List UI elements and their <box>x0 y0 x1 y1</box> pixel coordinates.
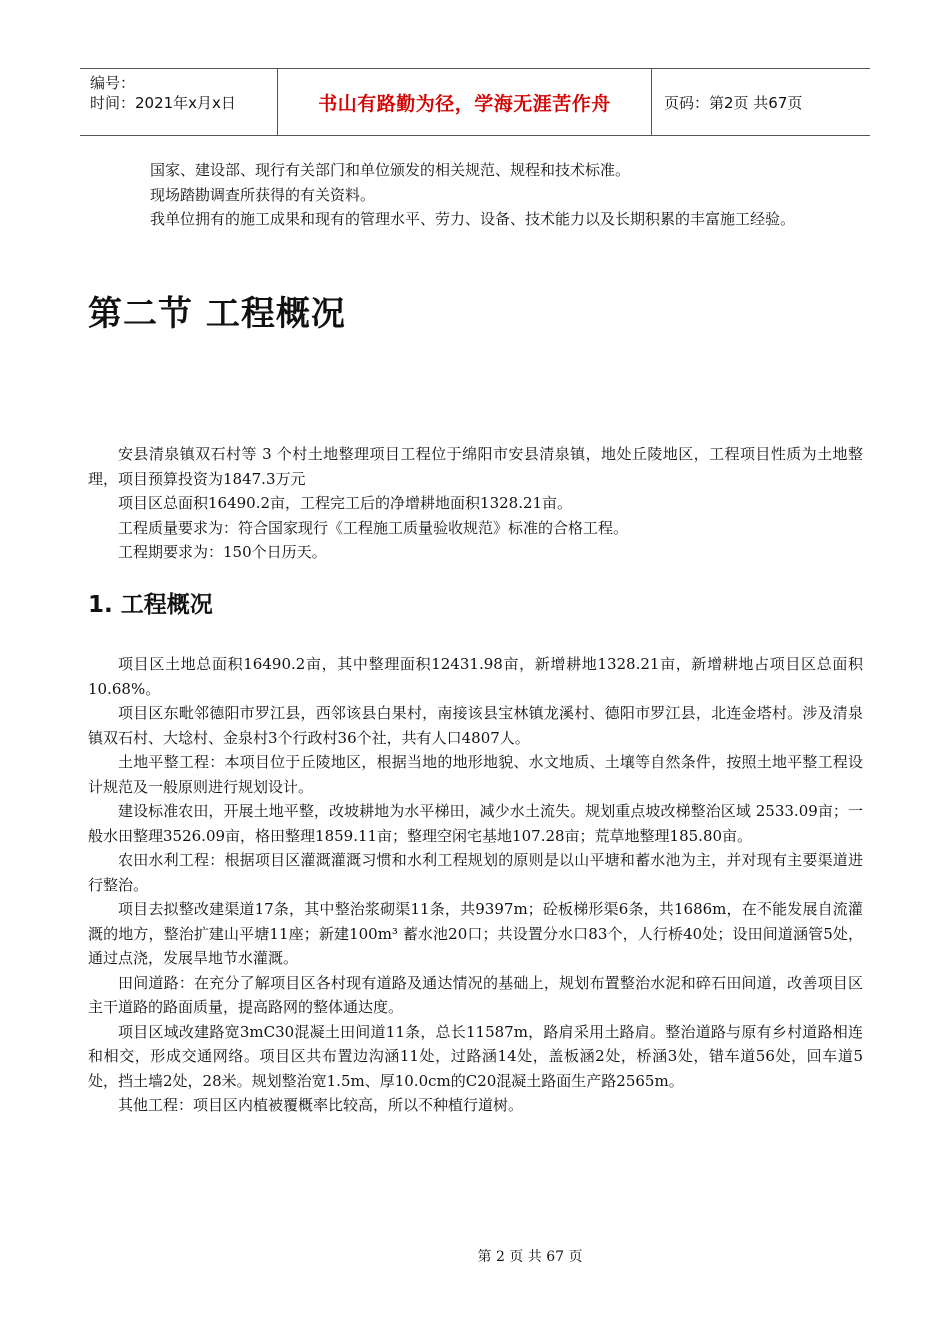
document-time-label: 时间：2021年x月x日 <box>90 94 236 112</box>
details-paragraph: 其他工程：项目区内植被覆概率比较高，所以不种植行道树。 <box>118 1096 524 1114</box>
details-block <box>88 652 863 1118</box>
overview-paragraph: 工程期要求为：150个日历天。 <box>118 543 327 561</box>
details-paragraph: 项目去拟整改建渠道17条，其中整治浆砌渠11条，共9397m；砼板梯形渠6条，共1686m，在不能发展自流灌溉的地方，整治扩建山平塘11座；新建100m³ 蓄水池20口；共设置分水口83个，人行桥40处；设田间道涵管5处，通过点浇，发展旱地节水灌溉。 <box>88 900 863 967</box>
header-page-info-cell <box>652 69 870 135</box>
document-number-label: 编号： <box>90 74 136 92</box>
details-paragraph: 土地平整工程：本项目位于丘陵地区，根据当地的地形地貌、水文地质、土壤等自然条件，按照土地平整工程设计规范及一般原则进行规划设计。 <box>88 753 863 796</box>
page-header <box>80 68 870 136</box>
intro-paragraph: 我单位拥有的施工成果和现有的管理水平、劳力、设备、技术能力以及长期积累的丰富施工经验。 <box>150 210 796 228</box>
overview-paragraph: 工程质量要求为：符合国家现行《工程施工质量验收规范》标准的合格工程。 <box>118 518 629 537</box>
header-motto: 书山有路勤为径，学海无涯苦作舟 <box>318 92 611 115</box>
header-meta <box>80 69 278 135</box>
subsection-title: 1. 工程概况 <box>88 592 213 618</box>
intro-block <box>118 158 838 232</box>
section-title: 第二节 工程概况 <box>88 294 346 334</box>
header-motto-cell <box>278 69 652 135</box>
details-paragraph: 项目区域改建路宽3mC30混凝土田间道11条，总长11587m，路肩采用土路肩。整治道路与原有乡村道路相连和相交，形成交通网络。项目区共布置边沟涵11处，过路涵14处，盖板涵2处，桥涵3处，错车道56处，回车道5处，挡土墙2处，28米。规划整治宽1.5m、厚10.0cm的C20混凝土路面生产路2565m。 <box>88 1022 863 1090</box>
details-paragraph: 项目区土地总面积16490.2亩，其中整理面积12431.98亩，新增耕地1328.21亩，新增耕地占项目区总面积10.68%。 <box>88 655 863 698</box>
details-paragraph: 建设标准农田，开展土地平整，改坡耕地为水平梯田，减少水土流失。规划重点坡改梯整治区域 2533.09亩；一般水田整理3526.09亩，格田整理1859.11亩；整理空闲宅基地107.28亩；荒草地整理185.80亩。 <box>88 802 863 845</box>
overview-paragraph: 安县清泉镇双石村等 3 个村土地整理项目工程位于绵阳市安县清泉镇，地处丘陵地区，工程项目性质为土地整理，项目预算投资为1847.3万元 <box>88 445 863 488</box>
details-paragraph: 项目区东毗邻德阳市罗江县，西邻该县白果村，南接该县宝林镇龙溪村、德阳市罗江县，北连金塔村。涉及清泉镇双石村、大埝村、金泉村3个行政村36个社，共有人口4807人。 <box>88 704 863 747</box>
overview-block <box>88 442 863 565</box>
details-paragraph: 田间道路：在充分了解项目区各村现有道路及通达情况的基础上，规划布置整治水泥和碎石田间道，改善项目区主干道路的路面质量，提高路网的整体通达度。 <box>88 973 863 1016</box>
page-footer: 第 2 页 共 67 页 <box>477 1249 583 1265</box>
intro-paragraph: 现场踏勘调查所获得的有关资料。 <box>150 185 376 204</box>
details-paragraph: 农田水利工程：根据项目区灌溉灌溉习惯和水利工程规划的原则是以山平塘和蓄水池为主，并对现有主要渠道进行整治。 <box>88 851 863 894</box>
header-page-info: 页码：第2页 共67页 <box>664 93 803 112</box>
overview-paragraph: 项目区总面积16490.2亩，工程完工后的净增耕地面积1328.21亩。 <box>118 494 573 512</box>
intro-paragraph: 国家、建设部、现行有关部门和单位颁发的相关规范、规程和技术标准。 <box>150 161 631 179</box>
